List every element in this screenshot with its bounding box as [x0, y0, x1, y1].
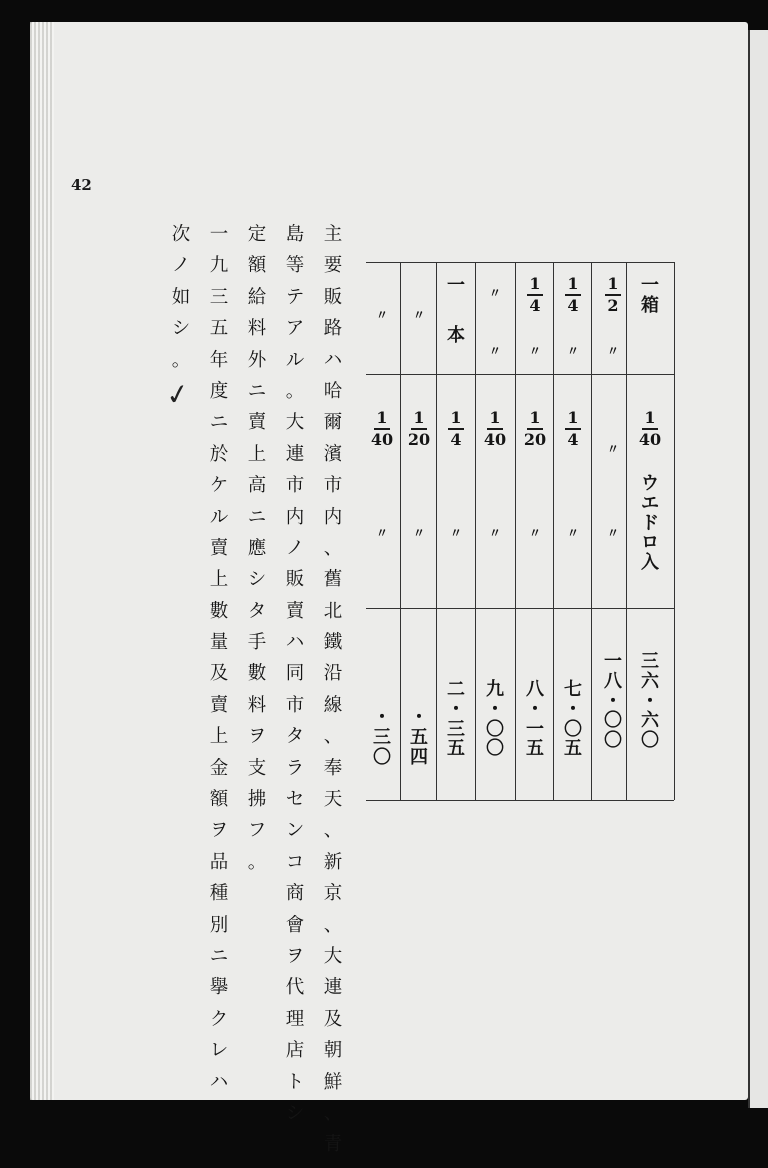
ditto-mark: 〃 — [375, 308, 388, 322]
text-column-1: 主 要 販 路 ハ 哈 爾 濱 市 内 、 舊 北 鐵 沿 線 、 奉 天 、 新 京 、 大 連 及 朝 鮮 、 青 — [323, 224, 343, 1156]
ditto-mark: 〃 — [488, 286, 501, 300]
price-cell: 七 ・ 〇 五 — [564, 679, 582, 760]
page-binding-edge — [30, 22, 54, 1100]
price-cell: 三 六 ・ 六 〇 — [641, 651, 659, 752]
ditto-mark: 〃 — [528, 344, 541, 358]
ditto-mark: 〃 — [566, 344, 579, 358]
ditto-mark: 〃 — [566, 526, 579, 540]
ditto-mark: 〃 — [449, 526, 462, 540]
table-top-rule — [366, 262, 674, 263]
price-cell: 九 ・ 〇 〇 — [486, 679, 504, 760]
adjacent-page-edge — [748, 30, 768, 1108]
ditto-mark: 〃 — [488, 344, 501, 358]
ditto-mark: 〃 — [606, 442, 619, 456]
text-column-3: 定 額 給 料 外 ニ 賣 上 高 ニ 應 シ タ 手 數 料 ヲ 支 拂 フ 。 — [247, 224, 267, 873]
price-cell: 八 ・ 一 五 — [526, 679, 544, 760]
text-column-4: 一 九 三 五 年 度 ニ 於 ケ ル 賣 上 數 量 及 賣 上 金 額 ヲ 品 種 別 ニ 擧 ク レ ハ — [209, 224, 229, 1093]
ditto-mark: 〃 — [606, 344, 619, 358]
unit-fraction: $\frac{1}{4}$ — [565, 276, 581, 314]
ditto-mark: 〃 — [412, 526, 425, 540]
text-column-5: 次 ノ 如 シ 。 — [171, 224, 191, 371]
price-cell: 二 ・ 三 五 — [447, 679, 465, 760]
size-fraction: $\frac{1}{4}$ — [565, 410, 581, 448]
ditto-mark: 〃 — [606, 526, 619, 540]
ditto-mark: 〃 — [412, 308, 425, 322]
handwritten-checkmark-icon: ✓ — [163, 376, 193, 413]
table-right-border — [674, 262, 675, 800]
unit-fraction: $\frac{1}{2}$ — [605, 276, 621, 314]
price-cell: 一 八 ・ 〇 〇 — [604, 651, 622, 752]
size-fraction: $\frac{1}{40}$ — [638, 408, 662, 449]
table-rule-2 — [366, 608, 674, 609]
page-number: 42 — [71, 176, 92, 194]
unit-cell: 一 箱 — [641, 275, 659, 316]
size-fraction: $\frac{1}{20}$ — [523, 408, 547, 449]
size-fraction: $\frac{1}{20}$ — [407, 408, 431, 449]
table-rule-1 — [366, 374, 674, 375]
size-fraction: $\frac{1}{4}$ — [448, 410, 464, 448]
unit-fraction: $\frac{1}{4}$ — [527, 276, 543, 314]
suffix-cell: ウ エ ド ロ 入 — [641, 473, 659, 574]
ditto-mark: 〃 — [528, 526, 541, 540]
size-fraction: $\frac{1}{40}$ — [483, 408, 507, 449]
price-cell: ・ 五 四 — [410, 707, 428, 768]
ditto-mark: 〃 — [375, 526, 388, 540]
unit-cell: 一 本 — [447, 275, 465, 346]
table-bottom-rule — [366, 800, 674, 801]
size-fraction: $\frac{1}{40}$ — [370, 408, 394, 449]
ditto-mark: 〃 — [488, 526, 501, 540]
text-column-2: 島 等 テ ア ル 。 大 連 市 内 ノ 販 賣 ハ 同 市 タ ラ セ ン コ 商 會 ヲ 代 理 店 ト シ — [285, 224, 305, 1124]
price-cell: ・ 三 〇 — [373, 707, 391, 768]
